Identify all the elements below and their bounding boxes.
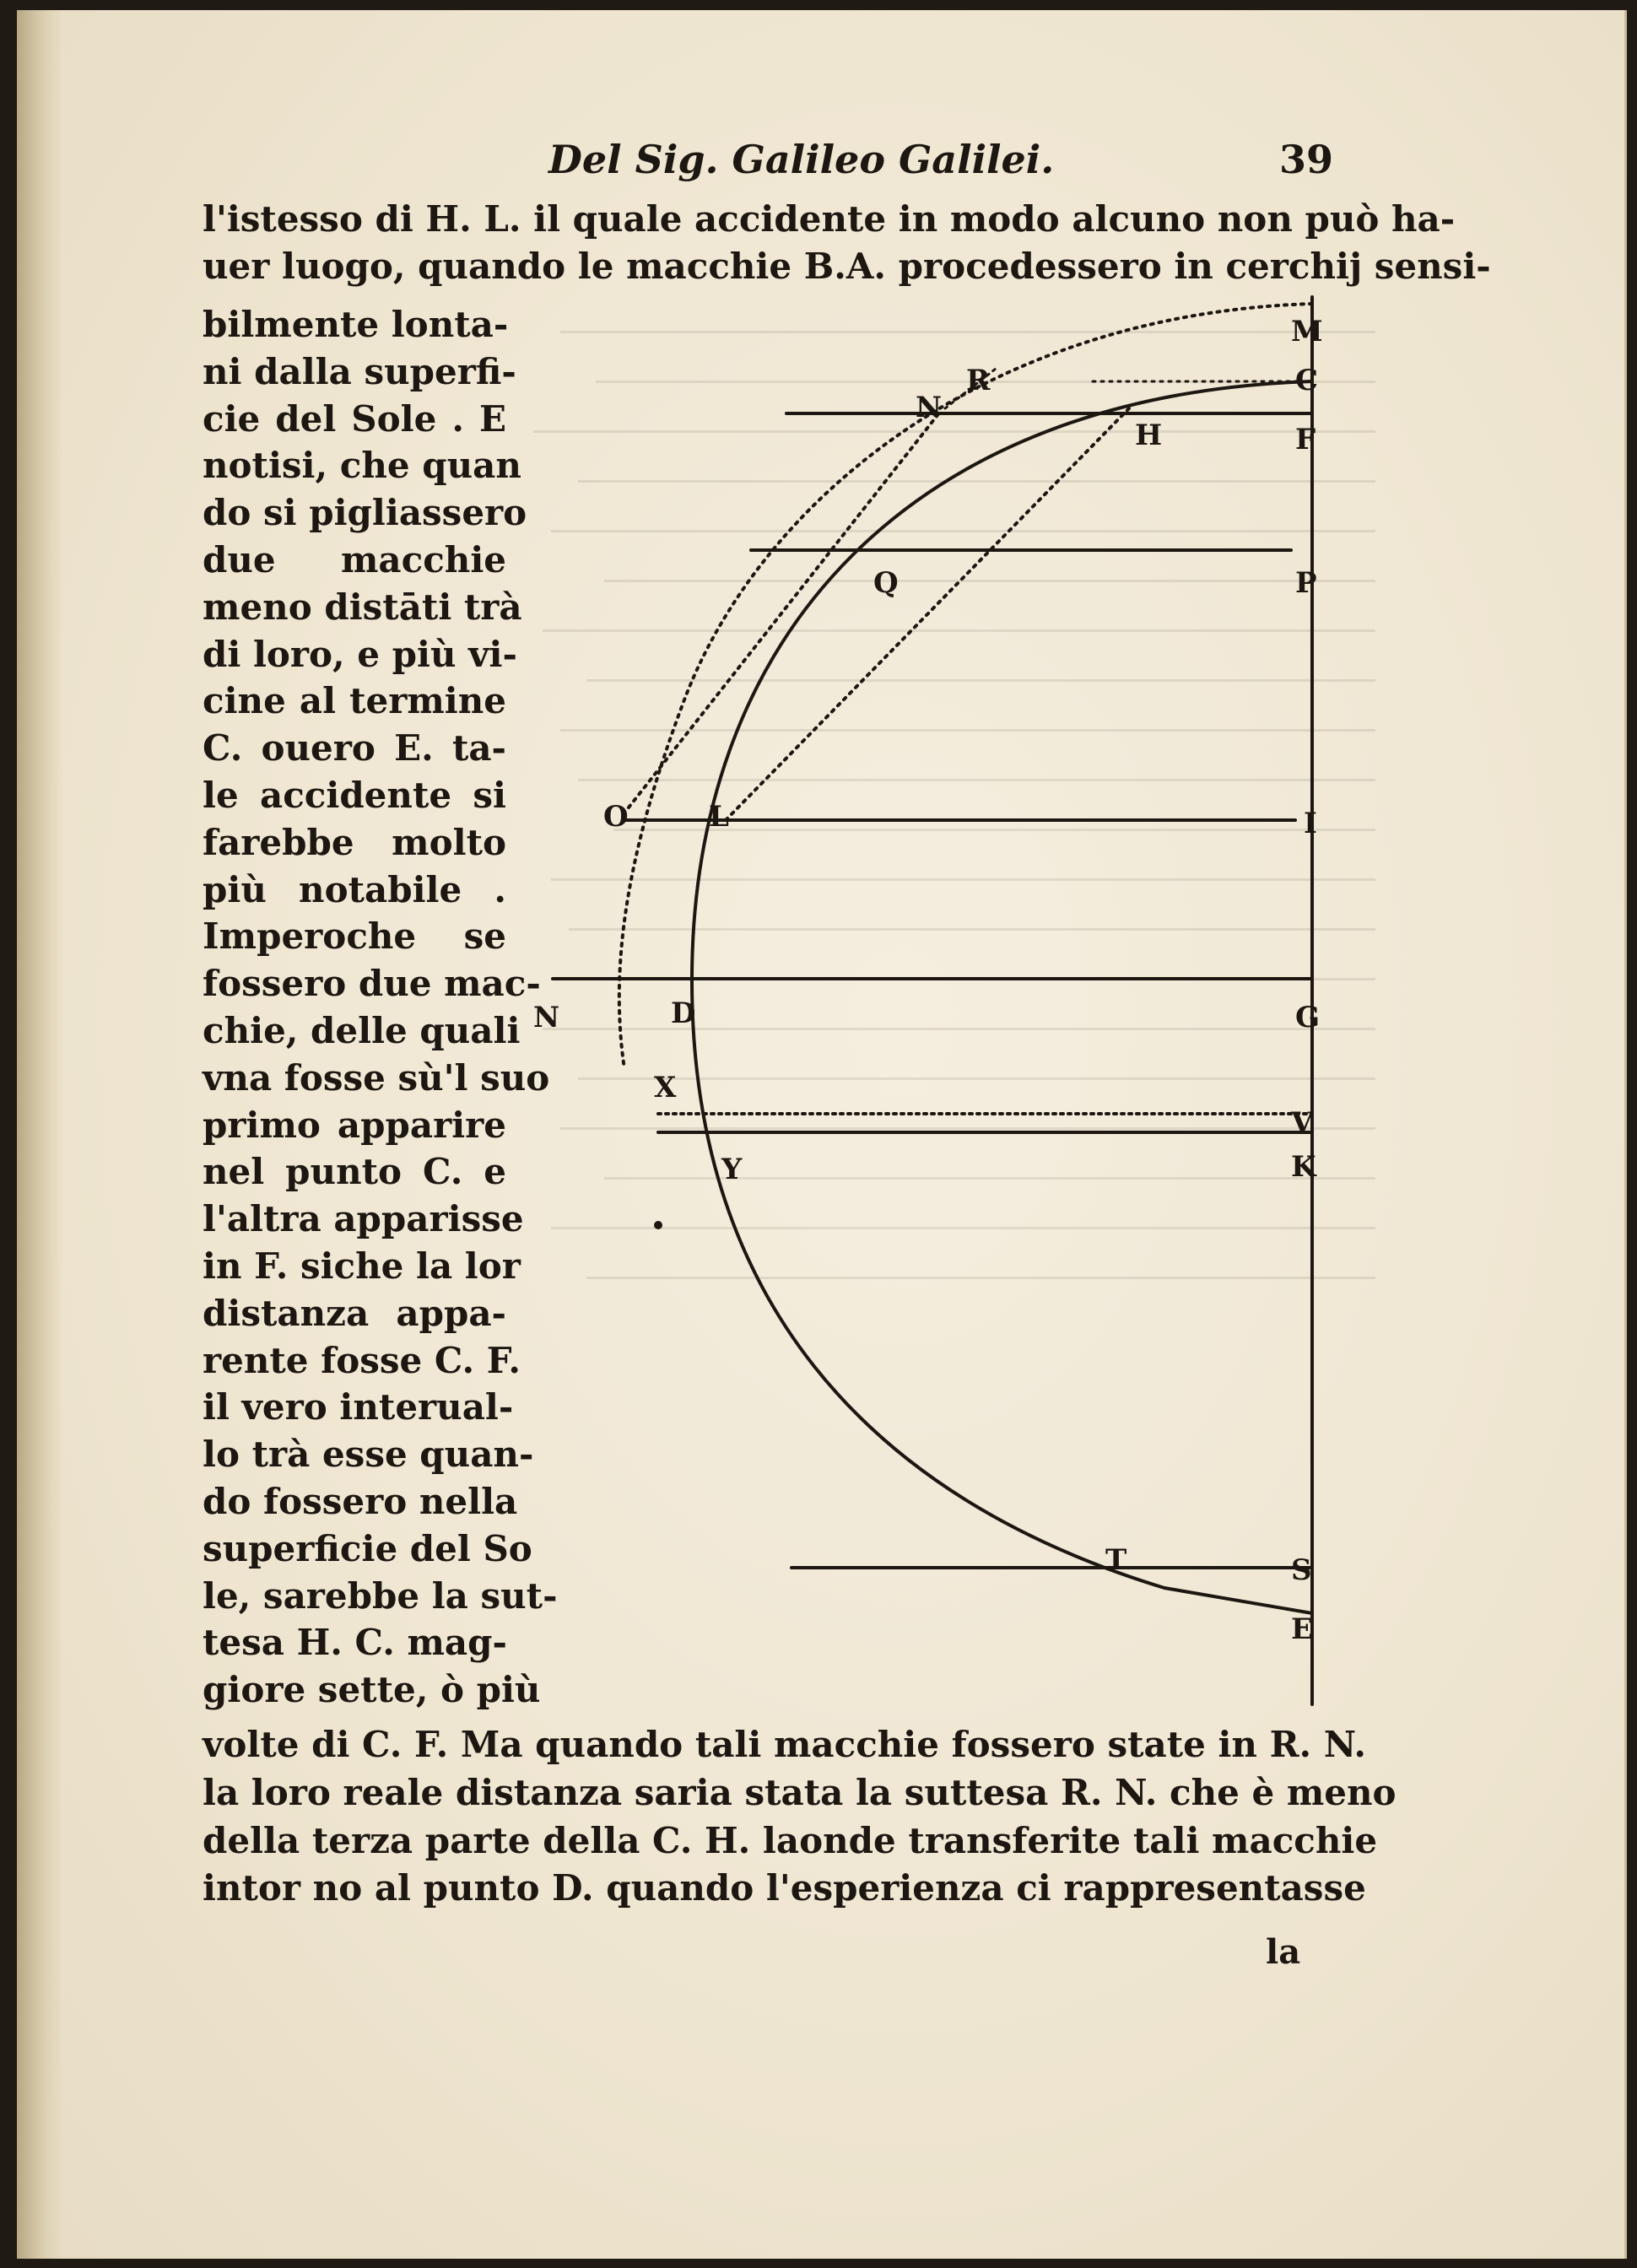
column-line: in F. siche la lor <box>203 1245 521 1287</box>
label-r: R <box>966 364 991 397</box>
label-l: L <box>709 800 729 834</box>
label-x: X <box>654 1071 677 1104</box>
label-n: N <box>916 391 943 424</box>
label-c: C <box>1295 364 1319 397</box>
column-line: vna fosse sù'l suo <box>203 1056 550 1099</box>
running-title: Del Sig. Galileo Galilei. <box>548 137 1055 182</box>
column-line: bilmente lonta- <box>203 304 509 345</box>
column-line: il vero interual- <box>203 1386 514 1428</box>
label-y: Y <box>721 1153 743 1186</box>
label-s: S <box>1291 1553 1312 1587</box>
label-g: G <box>1295 1001 1321 1034</box>
label-h: H <box>1135 418 1163 452</box>
column-line: l'altra apparisse <box>203 1198 524 1240</box>
column-line: superficie del So <box>203 1527 532 1569</box>
text-line-top-1: l'istesso di H. L. il quale accidente in modo alcuno non può ha- <box>203 198 1456 240</box>
column-line: Imperoche se <box>203 915 506 958</box>
column-line: chie, delle quali <box>203 1009 521 1051</box>
column-line: distanza appa- <box>203 1292 506 1334</box>
label-m: M <box>1291 315 1323 348</box>
column-line: do fossero nella <box>203 1480 518 1522</box>
label-e: E <box>1291 1612 1313 1646</box>
label-v: V <box>1291 1106 1314 1140</box>
label-d: D <box>671 996 696 1030</box>
dotted-line-on <box>629 411 941 807</box>
column-line: fossero due mac- <box>203 963 541 1005</box>
column-line: più notabile . <box>203 868 506 910</box>
column-line: tesa H. C. mag- <box>203 1622 507 1664</box>
column-line: cie del Sole . E <box>203 397 506 440</box>
label-n-left: N <box>533 1001 560 1034</box>
column-line: meno distāti trà <box>203 586 522 628</box>
text-line-bottom-1: volte di C. F. Ma quando tali macchie fossero state in R. N. <box>203 1724 1367 1765</box>
book-page <box>17 10 1627 2259</box>
column-line: primo apparire <box>203 1104 506 1146</box>
text-line-bottom-2: la loro reale distanza saria stata la suttesa R. N. che è meno <box>203 1772 1397 1813</box>
column-line: cine al termine <box>203 680 506 722</box>
label-q: Q <box>873 566 899 600</box>
catchword: la <box>1266 1932 1301 1972</box>
page-number: 39 <box>1278 137 1333 182</box>
sun-limb-arc <box>692 381 1312 1613</box>
dotted-line-lh <box>726 407 1131 820</box>
column-line: C. ouero E. ta- <box>203 727 506 770</box>
column-line: le, sarebbe la sut- <box>203 1574 558 1617</box>
column-line: le accidente si <box>203 774 506 816</box>
column-line: notisi, che quan <box>203 445 521 487</box>
column-line: di loro, e più vi- <box>203 633 517 675</box>
label-p: P <box>1295 566 1317 600</box>
sunspot-diagram <box>17 10 1624 2259</box>
label-t: T <box>1105 1543 1127 1577</box>
column-line: nel punto C. e <box>203 1151 506 1193</box>
text-line-top-2: uer luogo, quando le macchie B.A. procedessero in cerchij sensi- <box>203 246 1491 287</box>
label-f: F <box>1295 423 1316 456</box>
text-line-bottom-4: intor no al punto D. quando l'esperienza ci rappresentasse <box>203 1867 1366 1909</box>
column-line: ni dalla superfi- <box>203 350 516 392</box>
label-k: K <box>1291 1150 1316 1184</box>
column-line: due macchie <box>203 538 506 580</box>
column-line: rente fosse C. F. <box>203 1339 521 1381</box>
column-line: giore sette, ò più <box>203 1669 541 1711</box>
label-o: O <box>603 800 629 834</box>
stray-dot <box>654 1221 662 1229</box>
text-line-bottom-3: della terza parte della C. H. laonde transferite tali macchie <box>203 1820 1378 1861</box>
label-i: I <box>1304 807 1317 840</box>
column-line: farebbe molto <box>203 821 506 863</box>
column-line: do si pigliassero <box>203 492 527 534</box>
column-line: lo trà esse quan- <box>203 1434 534 1476</box>
